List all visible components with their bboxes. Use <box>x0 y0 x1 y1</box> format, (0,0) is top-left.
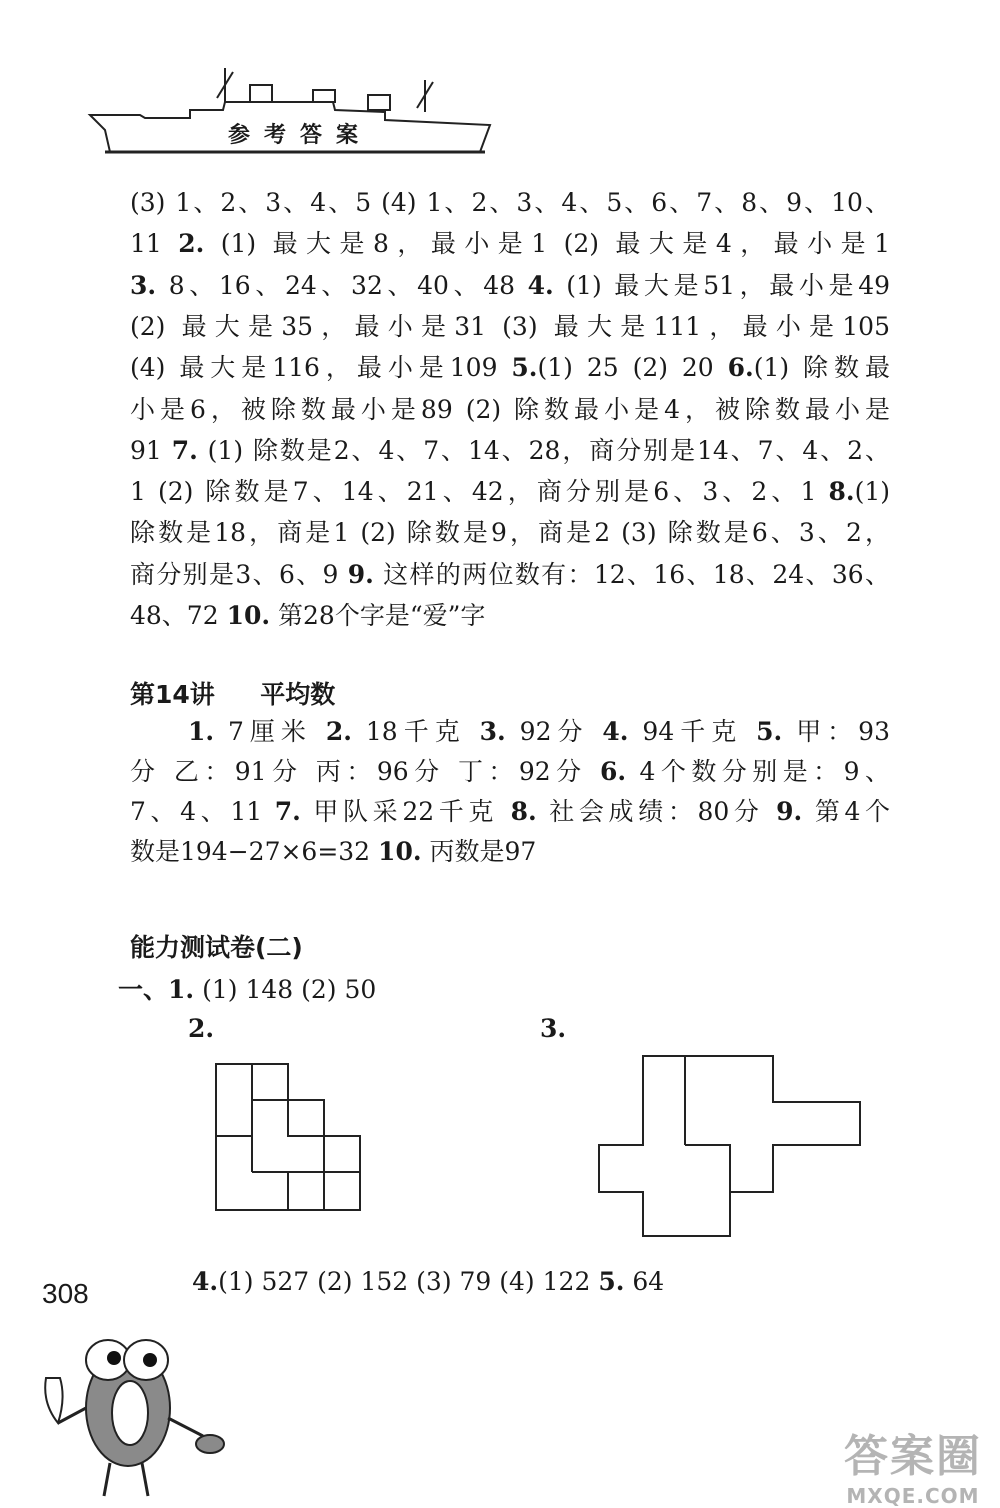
answer-line <box>188 712 890 752</box>
answer-text: (1) 除数是2、4、7、14、28，商分别是14、7、4、2、 <box>197 435 890 465</box>
answer-text: 11 <box>130 229 179 259</box>
watermark-cn: 答案圈 <box>844 1431 982 1482</box>
answer-text: 48、72 <box>130 601 227 630</box>
question-number: 9. <box>347 559 374 589</box>
answer-text: 7、4、11 <box>130 797 275 826</box>
answer-text: (4) 最大是116，最小是109 <box>130 353 512 383</box>
q1-prefix: 一、 <box>118 975 169 1004</box>
answer-text: 7厘米 <box>214 717 326 746</box>
question-number: 9. <box>776 797 803 826</box>
question-number: 8. <box>828 477 855 507</box>
figure2-label: 2. <box>188 1014 215 1043</box>
answer-text: 18千克 <box>351 717 480 746</box>
q1-text: (1) 148 (2) 50 <box>202 975 377 1004</box>
question-number: 10. <box>226 601 271 630</box>
answer-text: (2) 最大是35，最小是31 (3) 最大是111，最小是105 <box>130 311 890 341</box>
question-number: 8. <box>510 797 537 826</box>
answer-line <box>130 307 890 347</box>
answer-text: 8、16、24、32、40、48 <box>156 270 528 300</box>
question-number: 7. <box>274 797 301 826</box>
test2-heading: 能力测试卷(二) <box>130 933 303 962</box>
answer-text: (1) 最大是8，最小是1 (2) 最大是4，最小是1 <box>204 229 890 259</box>
answer-text: 甲：93 <box>782 717 890 746</box>
answer-line <box>130 390 890 430</box>
answer-text: 94千克 <box>628 717 757 746</box>
question-number: 1. <box>188 717 215 746</box>
question-number: 6. <box>727 353 754 383</box>
mascot-illustration <box>38 1318 228 1500</box>
question-number: 4. <box>527 270 554 300</box>
answer-text: 第28个字是“爱”字 <box>270 601 486 630</box>
question-number: 3. <box>130 270 157 300</box>
test2-q1 <box>118 970 376 1010</box>
question-number: 6. <box>600 757 627 786</box>
answer-text: 小是6，被除数最小是89 (2) 除数最小是4，被除数最小是 <box>130 394 890 424</box>
q4-number: 4. <box>192 1267 219 1296</box>
lecture14-heading <box>130 675 335 711</box>
answer-text: 这样的两位数有：12、16、18、24、36、 <box>373 559 890 589</box>
q5-number: 5. <box>598 1267 625 1296</box>
page-number: 308 <box>42 1278 89 1309</box>
question-number: 5. <box>756 717 783 746</box>
answer-text: 丙数是97 <box>421 837 537 866</box>
answer-text: 92分 <box>505 717 603 746</box>
q4-text: (1) 527 (2) 152 (3) 79 (4) 122 <box>218 1267 599 1296</box>
banner-title: 参考答案 <box>227 122 372 148</box>
question-number: 2. <box>325 717 352 746</box>
answer-text: (1) <box>854 477 890 507</box>
question-number: 4. <box>602 717 629 746</box>
answer-line <box>130 596 890 636</box>
answer-text: 商分别是3、6、9 <box>130 559 348 589</box>
question-number: 7. <box>171 435 198 465</box>
answer-text: 社会成绩：80分 <box>536 797 777 826</box>
answer-line <box>130 832 890 872</box>
answer-line <box>130 513 890 553</box>
figure2-diagram <box>212 1060 367 1215</box>
figure3-diagram <box>595 1052 867 1240</box>
watermark-url: MXQE.COM <box>846 1484 980 1508</box>
answer-text: 除数是18，商是1 (2) 除数是9，商是2 (3) 除数是6、3、2， <box>130 518 890 548</box>
watermark <box>844 1420 982 1508</box>
answer-text: 甲队采22千克 <box>300 797 511 826</box>
answer-line <box>130 266 890 306</box>
answer-line <box>130 224 890 264</box>
q5-text: 64 <box>624 1267 665 1296</box>
answer-text: (3) 1、2、3、4、5 (4) 1、2、3、4、5、6、7、8、9、10、 <box>130 188 890 217</box>
answer-text: 数是194−27×6=32 <box>130 837 379 866</box>
question-number: 5. <box>511 353 538 383</box>
test2-q4-q5 <box>192 1262 664 1302</box>
answer-line <box>130 348 890 388</box>
figure3-label: 3. <box>540 1014 567 1043</box>
answer-text: (1) 25 (2) 20 <box>537 353 728 383</box>
lecture14-title: 平均数 <box>260 680 336 709</box>
question-number: 10. <box>378 837 422 866</box>
answer-line <box>130 183 890 223</box>
answer-text: 1 (2) 除数是7、14、21、42，商分别是6、3、2、1 <box>130 477 829 507</box>
answer-line <box>130 472 890 512</box>
answer-line <box>130 792 890 832</box>
answer-text: (1) 最大是51，最小是49 <box>553 270 891 300</box>
answer-text: (1) 除数最 <box>753 353 890 383</box>
q1-number: 1. <box>168 975 195 1004</box>
answer-text: 91 <box>130 435 172 465</box>
answer-text: 4个数分别是：9、 <box>626 757 890 786</box>
answer-text: 分 乙：91分 丙：96分 丁：92分 <box>130 757 600 786</box>
answer-line <box>130 555 890 595</box>
answer-line <box>130 431 890 471</box>
answer-line <box>130 752 890 792</box>
lecture14-label: 第14讲 <box>130 680 215 709</box>
answer-text: 第4个 <box>802 797 890 826</box>
question-number: 3. <box>479 717 506 746</box>
question-number: 2. <box>178 229 205 259</box>
